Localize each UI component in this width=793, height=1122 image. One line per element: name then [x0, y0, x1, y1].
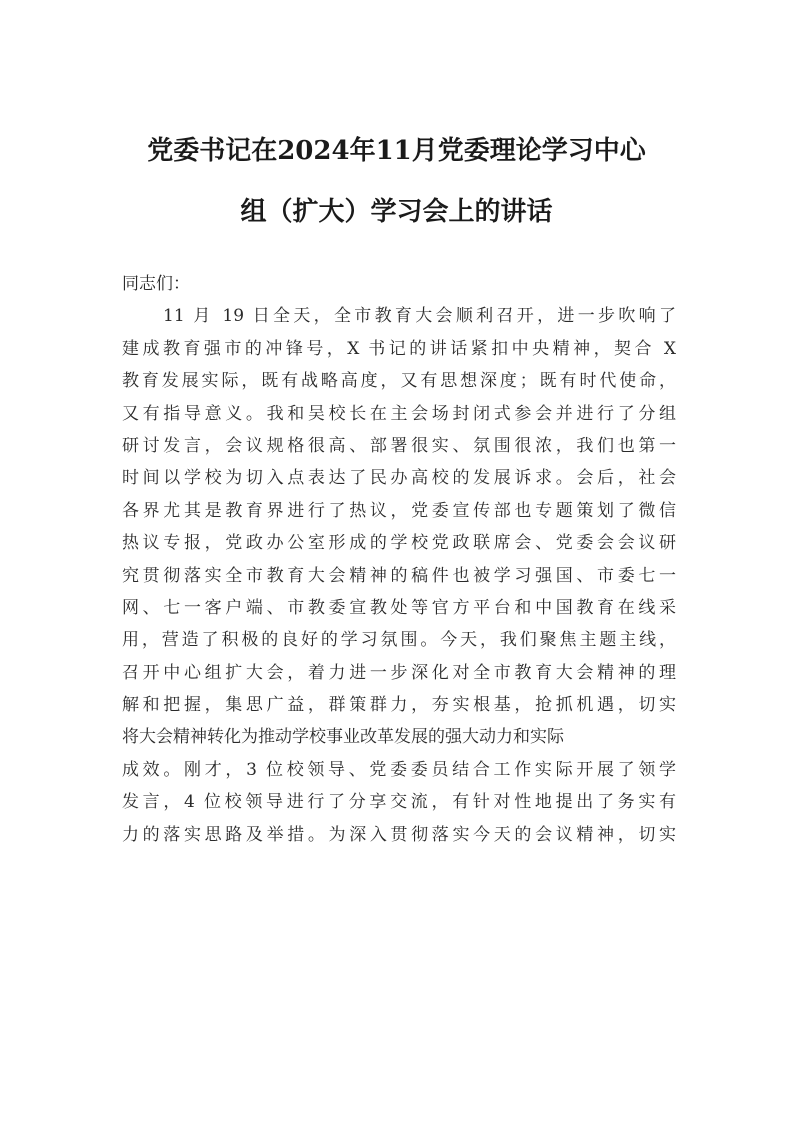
body-line: 发言，4 位校领导进行了分享交流，有针对性地提出了务实有 — [122, 792, 676, 813]
document-title-line-2: 组（扩大）学习会上的讲话 — [240, 197, 553, 227]
body-line: 建成教育强市的冲锋号，X 书记的讲话紧扣中央精神，契合 X — [122, 338, 676, 359]
body-line: 研讨发言，会议规格很高、部署很实、氛围很浓，我们也第一 — [122, 435, 676, 456]
document-body — [122, 268, 676, 851]
body-line: 热议专报，党政办公室形成的学校党政联席会、党委会会议研 — [122, 533, 676, 554]
body-line: 成效。刚才，3 位校领导、党委委员结合工作实际开展了领学 — [122, 759, 676, 780]
body-line: 各界尤其是教育界进行了热议，党委宣传部也专题策划了微信 — [122, 500, 676, 521]
greeting: 同志们： — [122, 274, 190, 294]
body-line: 召开中心组扩大会，着力进一步深化对全市教育大会精神的理 — [122, 662, 676, 683]
body-line: 教育发展实际，既有战略高度，又有思想深度；既有时代使命， — [122, 371, 676, 392]
body-line: 11 月 19 日全天，全市教育大会顺利召开，进一步吹响了 — [163, 306, 676, 327]
body-line: 究贯彻落实全市教育大会精神的稿件也被学习强国、市委七一 — [122, 565, 676, 586]
body-line: 将大会精神转化为推动学校事业改革发展的强大动力和实际 — [122, 727, 564, 748]
body-line: 力的落实思路及举措。为深入贯彻落实今天的会议精神，切实 — [122, 824, 676, 845]
document-title-line-1: 党委书记在2024年11月党委理论学习中心 — [147, 136, 646, 166]
body-line: 网、七一客户端、市教委宣教处等官方平台和中国教育在线采 — [122, 597, 676, 618]
body-line: 时间以学校为切入点表达了民办高校的发展诉求。会后，社会 — [122, 468, 676, 489]
body-line: 解和把握，集思广益，群策群力，夯实根基，抢抓机遇，切实 — [122, 695, 676, 716]
body-line: 又有指导意义。我和吴校长在主会场封闭式参会并进行了分组 — [122, 403, 676, 424]
body-line: 用，营造了积极的良好的学习氛围。今天，我们聚焦主题主线， — [122, 630, 676, 651]
